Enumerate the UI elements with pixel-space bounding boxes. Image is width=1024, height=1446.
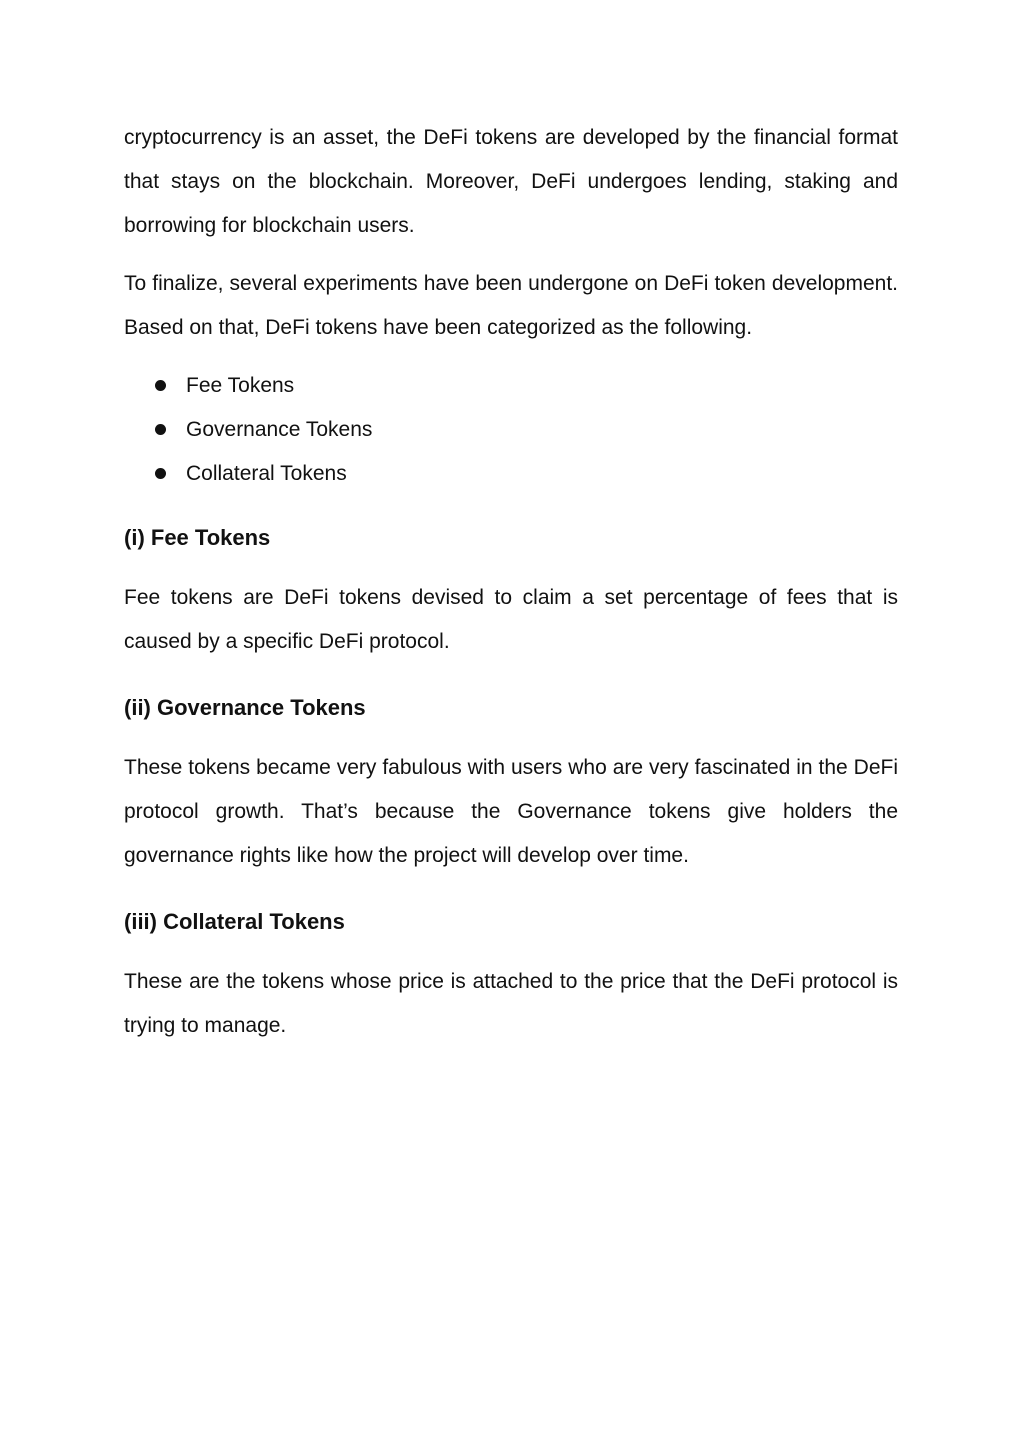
collateral-tokens-heading: (iii) Collateral Tokens	[124, 909, 345, 934]
list-item-label: Collateral Tokens	[186, 462, 347, 485]
bullet-icon	[155, 468, 166, 479]
fee-tokens-paragraph: Fee tokens are DeFi tokens devised to claim a set percentage of fees that is caused by a specific DeFi protocol.	[124, 586, 898, 653]
collateral-tokens-paragraph: These are the tokens whose price is attached to the price that the DeFi protocol is trying to manage.	[124, 970, 898, 1037]
list-item	[124, 452, 898, 496]
list-item	[124, 408, 898, 452]
bullet-icon	[155, 380, 166, 391]
list-item-label: Fee Tokens	[186, 374, 295, 397]
token-category-list	[124, 364, 898, 496]
list-item-label: Governance Tokens	[186, 418, 373, 441]
list-item	[124, 364, 898, 408]
fee-tokens-heading: (i) Fee Tokens	[124, 525, 271, 550]
document-page	[124, 116, 898, 1048]
governance-tokens-paragraph: These tokens became very fabulous with users who are very fascinated in the DeFi protocol growth. That’s because the Governance tokens give holders the governance rights like how the project will develop over time.	[124, 756, 898, 867]
intro-paragraph: cryptocurrency is an asset, the DeFi tokens are developed by the financial format that stays on the blockchain. Moreover, DeFi undergoes lending, staking and borrowing for blockchain users.	[124, 126, 898, 237]
governance-tokens-heading: (ii) Governance Tokens	[124, 695, 366, 720]
finalize-paragraph: To finalize, several experiments have been undergone on DeFi token development. Based on that, DeFi tokens have been categorized as the following.	[124, 272, 898, 339]
bullet-icon	[155, 424, 166, 435]
